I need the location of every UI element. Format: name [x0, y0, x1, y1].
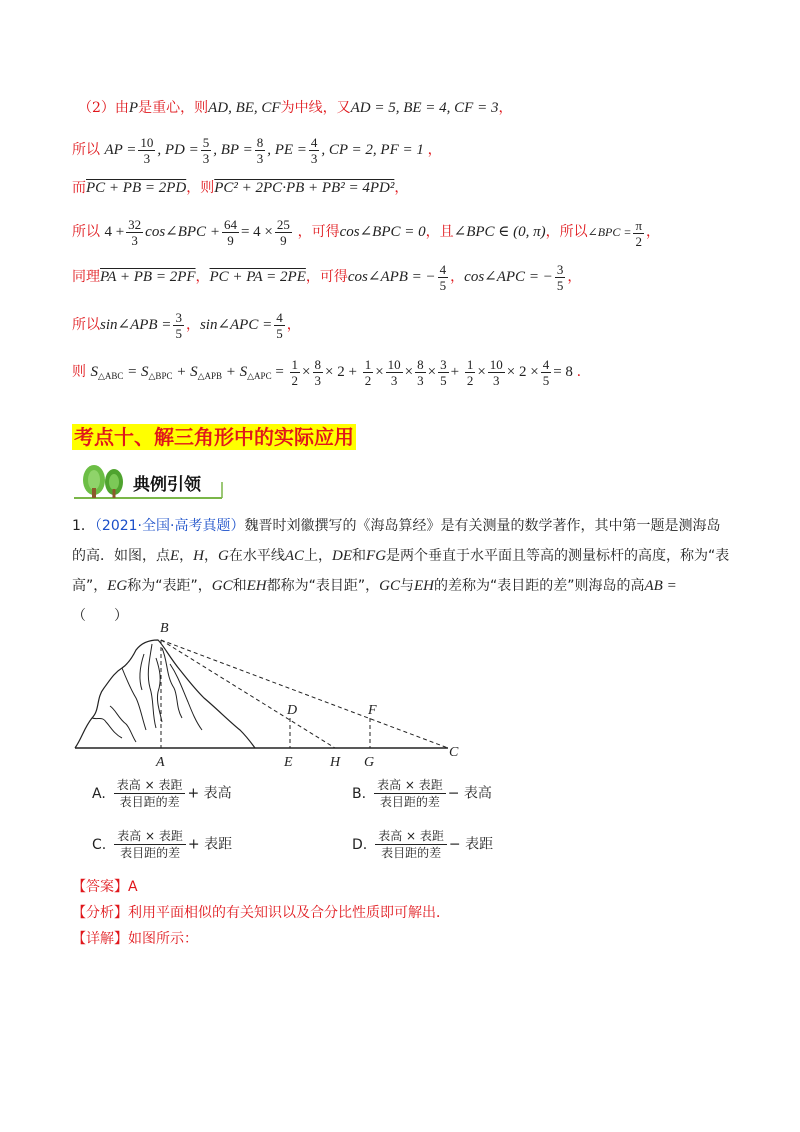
label-b: B [160, 621, 169, 636]
vector-equation-2: PC² + 2PC·PB + PB² = 4PD² [214, 180, 395, 196]
solution-line-5: 同理PA + PB = 2PF，PC + PA = 2PE，可得cos∠APB = − $\frac{4}{5}$ ，cos∠APC = − $\frac{3}{5}$ ， [72, 262, 582, 293]
choice-c[interactable]: C. $\frac{\text{表高 × 表距}}{\text{表目距的差}}$ + 表距 [92, 829, 233, 860]
banner-label: 典例引领 [133, 475, 201, 495]
section-title: 考点十、解三角形中的实际应用 [74, 425, 354, 449]
analysis-line: 【分析】利用平面相似的有关知识以及合分比性质即可解出． [72, 905, 450, 921]
detail-line: 【详解】如图所示： [72, 931, 198, 947]
island-figure [70, 618, 470, 773]
answer-line: 【答案】A [72, 879, 138, 895]
solution-line-7: 则 $S_{\triangle ABC} = S_{\triangle BPC} + S_{\triangle APB} + S_{\triangle APC}$ = $\frac{1}{2}$ × $\frac{8}{3}$ × 2 + $\frac{1}{2}$ × $\frac{10}{3}$ × $\frac{8}{3}$ × $\frac{3}{5}$ + $\frac{1}{2}$ × $\frac{10}{3}$ × 2 × $\frac{4}{5}$ = 8 . [72, 357, 582, 388]
label-a: A [156, 755, 165, 770]
solution-line-4: 所以 4 + $\frac{32}{3}$ cos∠BPC + $\frac{64}{9}$ = 4 × $\frac{25}{9}$ ，可得cos∠BPC = 0，且∠BPC ∈ (0, π)，所以∠BPC = $\frac{\pi}{2}$ ， [72, 217, 661, 249]
problem-statement: 1．（2021·全国·高考真题）魏晋时刘徽撰写的《海岛算经》是有关测量的数学著作，其中第一题是测海岛的高．如图，点E，H，G在水平线AC上，DE和FG是两个垂直于水平面且等高的测量标杆的高度，称为“表高”，EG称为“表距”，GC和EH都称为“表目距”，GC与EH的差称为“表目距的差”则海岛的高AB =（ ） [72, 518, 730, 624]
solution-line-1: （2）由P是重心，则AD, BE, CF为中线，又AD = 5, BE = 4, CF = 3， [78, 100, 513, 116]
label-d: D [287, 703, 298, 718]
choice-a[interactable]: A. $\frac{\text{表高 × 表距}}{\text{表目距的差}}$ + 表高 [92, 778, 232, 809]
solution-line-3: 而PC + PB = 2PD，则PC² + 2PC·PB + PB² = 4PD²， [72, 180, 409, 196]
vector-equation-1: PC + PB = 2PD [86, 180, 187, 196]
label-c: C [449, 745, 459, 760]
label-h: H [330, 755, 341, 770]
area-sum: $S_{\triangle ABC} = S_{\triangle BPC} + S_{\triangle APB} + S_{\triangle APC}$ = $\frac{1}{2}$ × $\frac{8}{3}$ × 2 + $\frac{1}{2}$ × $\frac{10}{3}$ × $\frac{8}{3}$ × $\frac{3}{5}$ + $\frac{1}{2}$ × $\frac{10}{3}$ × 2 × $\frac{4}{5}$ = 8 [90, 357, 573, 388]
label-f: F [368, 703, 377, 718]
label-e: E [284, 755, 293, 770]
solution-line-6: 所以sin∠APB = $\frac{3}{5}$ ，sin∠APC = $\frac{4}{5}$ ， [72, 310, 301, 341]
label-g: G [364, 755, 375, 770]
choice-d[interactable]: D. $\frac{\text{表高 × 表距}}{\text{表目距的差}}$ − 表距 [352, 829, 494, 860]
segment-lengths: AP = $\frac{10}{3}$ , PD = $\frac{5}{3}$ , BP = $\frac{8}{3}$ , PE = $\frac{4}{3}$ , CP = 2, PF = 1 [104, 135, 424, 166]
problem-source: （2021·全国·高考真题） [94, 518, 245, 534]
solution-line-2: 所以 AP = $\frac{10}{3}$ , PD = $\frac{5}{3}$ , BP = $\frac{8}{3}$ , PE = $\frac{4}{3}$ , CP = 2, PF = 1 ， [72, 135, 442, 166]
choice-b[interactable]: B. $\frac{\text{表高 × 表距}}{\text{表目距的差}}$ − 表高 [352, 778, 492, 809]
